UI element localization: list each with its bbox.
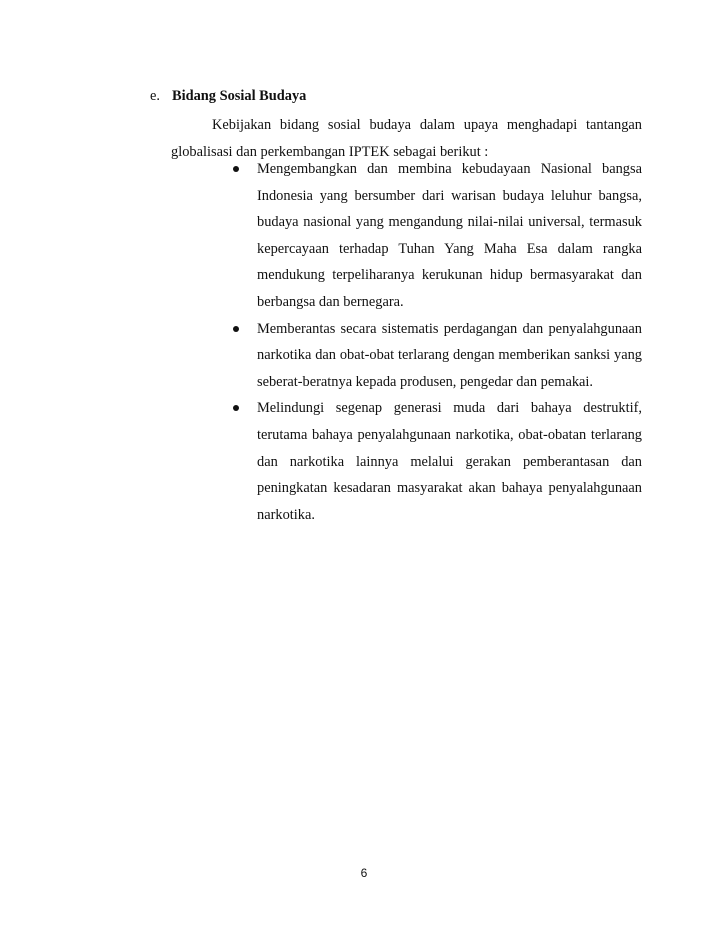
intro-paragraph: Kebijakan bidang sosial budaya dalam upaya menghadapi tantangan globalisasi dan perkembangan IPTEK sebagai berikut :	[171, 117, 642, 160]
list-item	[257, 395, 642, 528]
policy-list	[257, 156, 642, 528]
section-marker: e.	[150, 88, 160, 104]
list-item-text: Melindungi segenap generasi muda dari bahaya destruktif, terutama bahaya penyalahgunaan narkotika, obat-obatan terlarang dan narkotika lainnya melalui gerakan pemberantasan dan peningkatan kesadaran masyarakat akan bahaya penyalahgunaan narkotika.	[257, 400, 642, 523]
page-number: 6	[360, 866, 368, 880]
bullet-icon	[233, 166, 239, 172]
section-title: Bidang Sosial Budaya	[172, 88, 307, 104]
section-heading	[150, 86, 650, 106]
bullet-icon	[233, 405, 239, 411]
list-item-text: Memberantas secara sistematis perdagangan dan penyalahgunaan narkotika dan obat-obat terlarang dengan memberikan sanksi yang seberat-beratnya kepada produsen, pengedar dan pemakai.	[257, 320, 642, 390]
list-item-text: Mengembangkan dan membina kebudayaan Nasional bangsa Indonesia yang bersumber dari warisan budaya leluhur bangsa, budaya nasional yang mengandung nilai-nilai universal, termasuk kepercayaan terhadap Tuhan Yang Maha Esa dalam rangka mendukung terpeliharanya kerukunan hidup bermasyarakat dan berbangsa dan bernegara.	[257, 161, 642, 310]
bullet-icon	[233, 326, 239, 332]
list-item	[257, 156, 642, 316]
list-item	[257, 316, 642, 396]
